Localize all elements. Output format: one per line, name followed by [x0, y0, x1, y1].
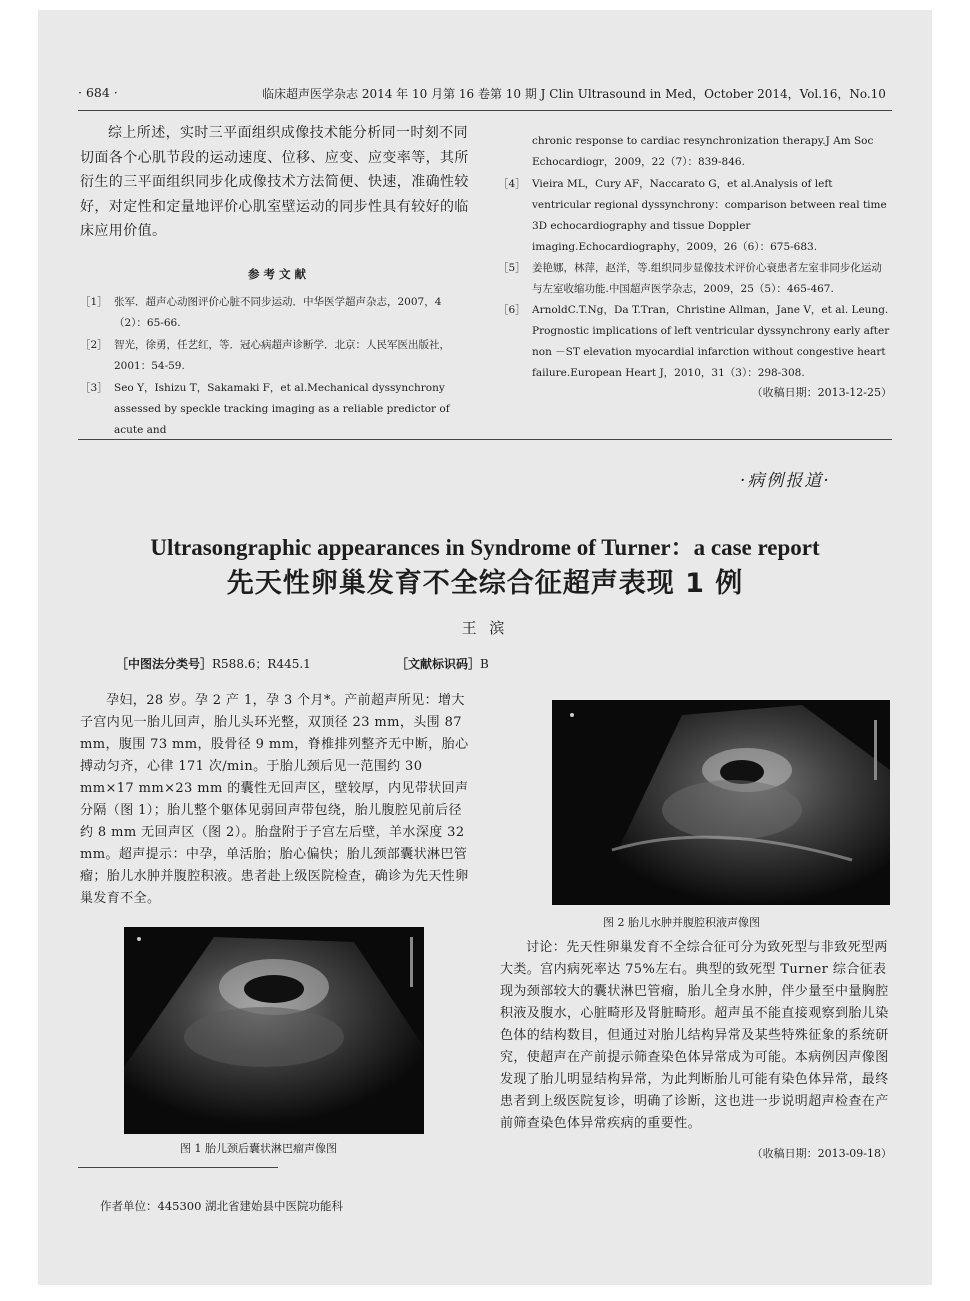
reference-5: ［5］ 姜艳娜，林萍，赵洋，等.组织同步显像技术评价心衰患者左室非同步化运动与左室收缩功能.中国超声医学杂志，2009，25（5）：465-467.: [498, 262, 882, 295]
figure-1-ultrasound-image: [124, 927, 424, 1134]
conclusion-paragraph: 综上所述，实时三平面组织成像技术能分析同一时刻不同切面各个心肌节段的运动速度、位移、应变、应变率等，其所衍生的三平面组织同步化成像技术方法简便、快速，准确性较好，对定性和定量地评价心肌室壁运动的同步性具有较好的临床应用价值。: [80, 125, 469, 239]
reference-3-continued: chronic response to cardiac resynchronization therapy.J Am Soc Echocardiogr，2009，22（7）：839-846.: [532, 135, 874, 168]
page-number: · 684 ·: [78, 85, 118, 100]
reference-4: ［4］ Vieira ML，Cury AF，Naccarato G，et al.Analysis of left ventricular regional dyssynchrony：comparison between real time 3D echocardiography and tissue Doppler imaging.Echocardiography，2009，26（6）：675-683.: [498, 178, 887, 253]
journal-header: 临床超声医学杂志 2014 年 10 月第 16 卷第 10 期 J Clin Ultrasound in Med，October 2014，Vol.16，No.10: [262, 87, 886, 101]
section-label: ·病例报道·: [740, 471, 831, 491]
received-date-prev: （收稿日期：2013-12-25）: [751, 386, 892, 399]
reference-3: ［3］ Seo Y，Ishizu T，Sakamaki F，et al.Mechanical dyssynchrony assessed by speckle tracking imaging as a reliable predictor of acute and: [80, 382, 450, 436]
section-divider: [78, 439, 892, 440]
reference-6: ［6］ ArnoldC.T.Ng，Da T.Tran，Christine Allman，Jane V，et al. Leung. Prognostic implications of left ventricular dyssynchrony early after non －ST elevation myocardial infarction without congestive heart failure.European Heart J，2010，31（3）：298-308.: [498, 304, 890, 379]
document-code: ［文献标识码］B: [396, 657, 489, 671]
title-chinese: 先天性卵巢发育不全综合征超声表现 1 例: [226, 568, 744, 599]
figure-2-caption: 图 2 胎儿水肿并腹腔积液声像图: [603, 916, 760, 929]
title-english: Ultrasongraphic appearances in Syndrome of Turner：a case report: [150, 535, 820, 560]
reference-1: ［1］ 张军．超声心动图评价心脏不同步运动．中华医学超声杂志，2007，4（2）：65-66.: [80, 296, 442, 329]
clc-classification: ［中图法分类号］R588.6；R445.1: [116, 657, 311, 671]
reference-2: ［2］ 智光，徐勇，任艺红，等．冠心病超声诊断学．北京：人民军医出版社，2001：54-59.: [80, 339, 450, 372]
figure-1-caption: 图 1 胎儿颈后囊状淋巴瘤声像图: [180, 1142, 337, 1155]
author-affiliation: 作者单位：445300 湖北省建始县中医院功能科: [100, 1199, 344, 1213]
author: 王 滨: [461, 619, 509, 637]
header-rule: [78, 110, 892, 111]
discussion-paragraph: 讨论：先天性卵巢发育不全综合征可分为致死型与非致死型两大类。宫内病死率达 75%左右。典型的致死型 Turner 综合征表现为颈部较大的囊状淋巴管瘤，胎儿全身水肿，伴少量至中量胸腔积液及腹水，心脏畸形及肾脏畸形。超声虽不能直接观察到胎儿染色体的结构数目，但通过对胎儿结构异常及某些特殊征象的系统研究，使超声在产前提示筛查染色体异常成为可能。本病例因声像图发现了胎儿明显结构异常，为此判断胎儿可能有染色体异常，最终患者到上级医院复诊，明确了诊断，这也进一步说明超声检查在产前筛查染色体异常疾病的重要性。: [500, 940, 889, 1131]
references-title: 参 考 文 献: [247, 267, 306, 281]
received-date: （收稿日期：2013-09-18）: [751, 1147, 892, 1160]
case-body: 孕妇，28 岁。孕 2 产 1，孕 3 个月*。产前超声所见：增大子宫内见一胎儿回声，胎儿头环光整，双顶径 23 mm，头围 87 mm，腹围 73 mm，股骨径 9 mm，脊椎排列整齐无中断，胎心搏动匀齐，心律 171 次/min。于胎儿颈后见一范围约 30 mm×17 mm×23 mm 的囊性无回声区，壁较厚，内见带状回声分隔（图 1）；胎儿整个躯体见弱回声带包绕，胎儿腹腔见前后径约 8 mm 无回声区（图 2）。胎盘附于子宫左后壁，羊水深度 32 mm。超声提示：中孕，单活胎；胎心偏快；胎儿颈部囊状淋巴管瘤；胎儿水肿并腹腔积液。患者赴上级医院检查，确诊为先天性卵巢发育不全。: [80, 693, 469, 906]
figure-2-ultrasound-image: [552, 700, 890, 905]
footnote-rule: [78, 1167, 278, 1168]
